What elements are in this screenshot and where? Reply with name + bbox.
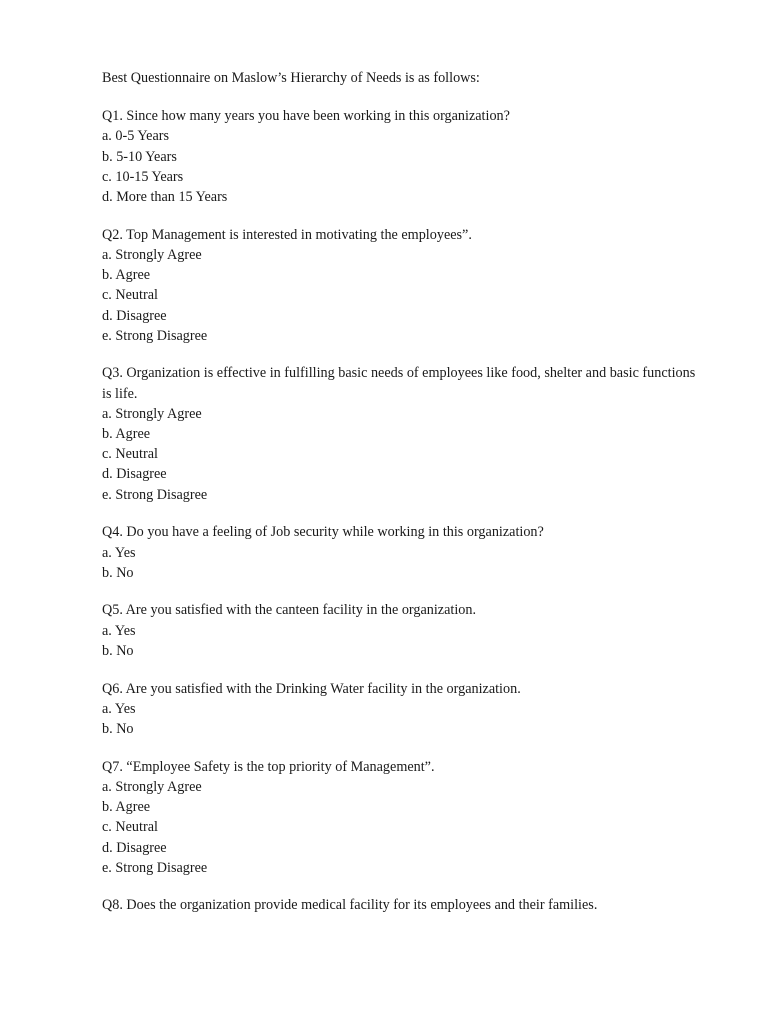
answer-option: b. No xyxy=(102,642,134,659)
answer-option: a. Strongly Agree xyxy=(102,246,202,263)
answer-option: d. Disagree xyxy=(102,839,167,856)
answer-option: e. Strong Disagree xyxy=(102,327,208,344)
answer-option: a. Strongly Agree xyxy=(102,778,202,795)
answer-option: e. Strong Disagree xyxy=(102,486,208,503)
answer-option: b. Agree xyxy=(102,799,151,816)
answer-option: e. Strong Disagree xyxy=(102,859,208,876)
document-intro: Best Questionnaire on Maslow’s Hierarchy of Needs is as follows: xyxy=(102,70,480,86)
question-8 xyxy=(102,895,702,915)
answer-option: a. 0-5 Years xyxy=(102,128,169,145)
answer-option: a. Yes xyxy=(102,700,136,717)
question-text: Q6. Are you satisfied with the Drinking Water facility in the organization. xyxy=(102,680,521,697)
question-1 xyxy=(102,106,702,207)
question-text: Q2. Top Management is interested in motivating the employees”. xyxy=(102,226,472,243)
answer-option: a. Yes xyxy=(102,544,136,561)
answer-option: b. 5-10 Years xyxy=(102,148,177,165)
question-text: Q5. Are you satisfied with the canteen facility in the organization. xyxy=(102,602,477,619)
question-3 xyxy=(102,363,702,504)
document-page xyxy=(102,68,702,933)
question-4 xyxy=(102,522,702,583)
answer-option: c. Neutral xyxy=(102,287,158,304)
answer-option: c. Neutral xyxy=(102,819,158,836)
question-text: Q3. Organization is effective in fulfilling basic needs of employees like food, shelter and basic functions is life. xyxy=(102,365,696,402)
question-text: Q8. Does the organization provide medical facility for its employees and their families. xyxy=(102,897,598,914)
question-text: Q1. Since how many years you have been working in this organization? xyxy=(102,108,510,125)
answer-option: c. Neutral xyxy=(102,446,158,463)
question-6 xyxy=(102,679,702,740)
answer-option: b. No xyxy=(102,564,134,581)
answer-option: a. Strongly Agree xyxy=(102,405,202,422)
question-7 xyxy=(102,757,702,878)
question-5 xyxy=(102,600,702,661)
answer-option: b. No xyxy=(102,720,134,737)
answer-option: d. Disagree xyxy=(102,466,167,483)
answer-option: c. 10-15 Years xyxy=(102,168,184,185)
question-2 xyxy=(102,225,702,346)
answer-option: b. Agree xyxy=(102,426,151,443)
answer-option: d. More than 15 Years xyxy=(102,189,228,206)
question-text: Q4. Do you have a feeling of Job security while working in this organization? xyxy=(102,524,544,541)
answer-option: d. Disagree xyxy=(102,307,167,324)
answer-option: a. Yes xyxy=(102,622,136,639)
question-text: Q7. “Employee Safety is the top priority of Management”. xyxy=(102,758,435,775)
answer-option: b. Agree xyxy=(102,267,151,284)
